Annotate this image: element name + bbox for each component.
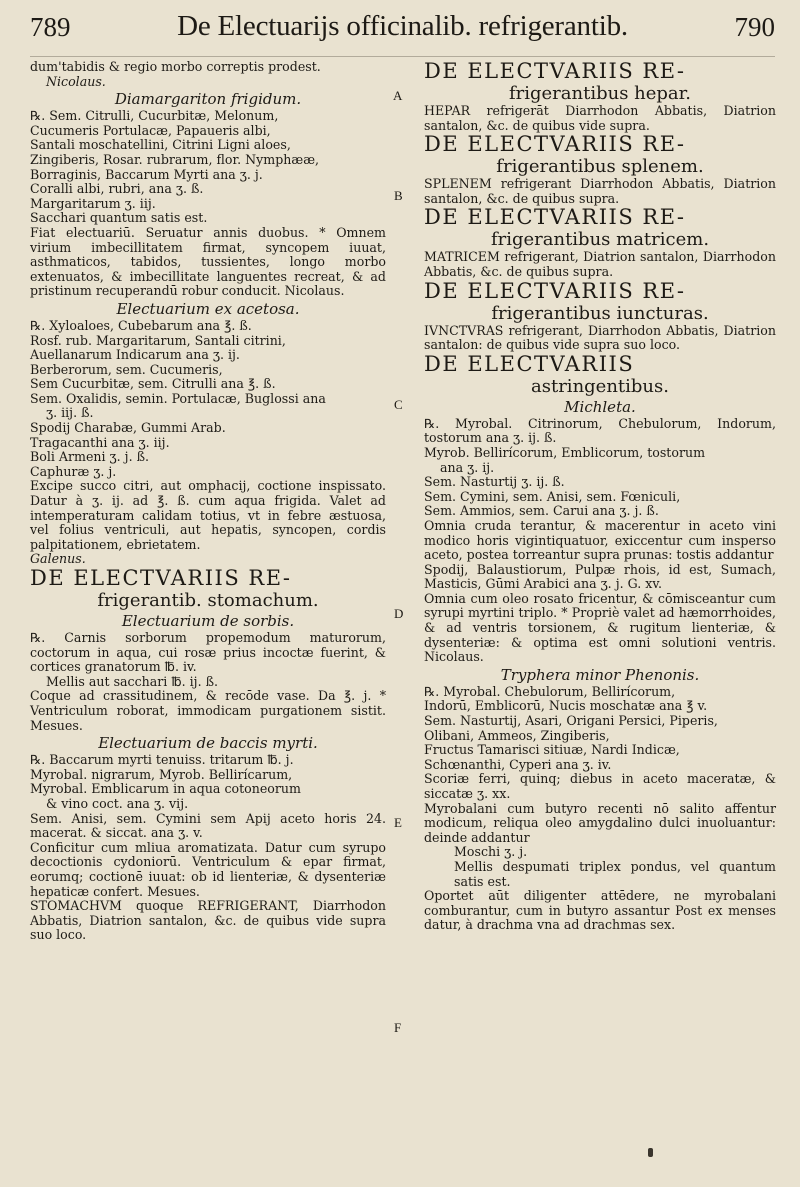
section-marker-b: B [394,188,403,203]
left-column-line: Sem. Anisi, sem. Cymini sem Apij aceto horis 24. macerat. & siccat. ana ʒ. v. [30,810,386,841]
right-column-line: IVNCTVRAS refrigerant, Diarrhodon Abbatis, Diatrion santalon: de quibus vide supra suo loco. [424,322,776,353]
left-column-line: Coque ad crassitudinem, & recōde vase. Da ℥. j. * Ventriculum roborat, immodicam purgationem sistit. Mesues. [30,688,386,733]
running-title: De Electuarijs officinalib. refrigerantib. [177,10,628,42]
page-number-right: 790 [734,12,775,42]
right-column-line: Scoriæ ferri, quinq; diebus in aceto maceratæ, & siccatæ ʒ. xx. [424,771,776,801]
left-column-line: Nicolaus. [46,73,106,89]
left-column-line: Rosf. rub. Margaritarum, Santali citrini, [30,332,286,348]
left-column-line: Diamargariton frigidum. [114,90,302,109]
left-column-line: ℞. Xyloaloes, Cubebarum ana ℥. ß. [30,317,252,333]
left-column-line: Electuarium de sorbis. [121,612,295,630]
left-column-line: Sem. Oxalidis, semin. Portulacæ, Buglossi ana [30,390,326,406]
left-column-line: Galenus. [30,551,86,567]
right-column-line: Sem. Cymini, sem. Anisi, sem. Fœniculi, [424,488,681,504]
right-column-line: ℞. Myrobal. Chebulorum, Bellirícorum, [424,683,676,699]
right-column-line: SPLENEM refrigerant Diarrhodon Abbatis, Diatrion santalon, &c. de quibus supra. [424,176,776,206]
right-column-line: frigerantibus splenem. [496,156,704,178]
left-column-line: Boli Armeni ʒ. j. ß. [30,449,149,465]
left-column [30,60,386,943]
left-column-line: Zingiberis, Rosar. rubrarum, flor. Nymphææ, [30,151,320,167]
right-column-line: Sem. Ammios, sem. Carui ana ʒ. j. ß. [424,503,659,519]
left-column-line: Margaritarum ʒ. iij. [30,195,156,211]
right-column-line: frigerantibus hepar. [508,83,692,104]
left-column-line: Borraginis, Baccarum Myrti ana ʒ. j. [30,166,263,182]
page-number-left: 789 [30,12,71,42]
left-column-line: Excipe succo citri, aut omphacij, coctione inspissato. Datur à ʒ. ij. ad ℥. ß. cum aqua frigida. Valet ad intemperaturam calidam totius, vt in febre æstuosa, vel folius ventriculi, aut hepatis, syncopen, cordis palpitationem, ebrietatem. [30,478,386,552]
right-column-line: Sem. Nasturtij ʒ. ij. ß. [424,474,565,490]
left-column-line: ʒ. iij. ß. [46,405,94,421]
right-column-line: DE ELECTVARIIS [424,351,635,376]
right-column-line: astringentibus. [531,375,669,397]
right-column-line: Michleta. [564,397,636,416]
left-column-line: Myrobal. Emblicarum in aqua cotoneorum [30,781,301,797]
right-column-line: MATRICEM refrigerant, Diatrion santalon, Diarrhodon Abbatis, &c. de quibus supra. [424,249,776,279]
right-column-line: Myrobalani cum butyro recenti nō salito affentur modicum, reliqua oleo amygdalino dulci inuoluantur: deinde addantur [424,800,776,845]
right-column-line: ana ʒ. ij. [440,459,495,475]
section-marker-d: D [394,606,404,621]
left-column-line: ℞. Carnis sorborum propemodum maturorum, coctorum in aqua, cui rosæ prius incoctæ fuerint, & cortices granatorum ℔. iv. [30,630,386,675]
left-column-line: Electuarium de baccis myrti. [98,734,318,753]
left-column-line: Auellanarum Indicarum ana ʒ. ij. [30,347,240,363]
right-column-line: Fructus Tamarisci sitiuæ, Nardi Indicæ, [424,742,680,758]
left-column-line: frigerantib. stomachum. [97,590,319,611]
page-header [30,10,775,52]
right-column-line: frigerantibus matricem. [490,229,710,251]
left-column-line: Cucumeris Portulacæ, Papaueris albi, [30,122,271,138]
right-column-line: Omnia cum oleo rosato fricentur, & cōmisceantur cum syrupi myrtini triplo. * Propriè valet ad hæmorrhoides, & ad ventris torsionem, & rugitum lienteriæ, & dysenteriæ: & optima est omni solutioni ventris. Nicolaus. [424,590,776,665]
left-column-line: Sacchari quantum satis est. [30,210,208,226]
section-marker-a: A [393,88,403,103]
ink-blot [648,1148,653,1157]
right-column-line: Mellis despumati triplex pondus, vel quantum satis est. [454,858,776,889]
left-column-line: Caphuræ ʒ. j. [30,463,117,479]
section-marker-c: C [394,397,403,412]
left-column-line: dum'tabidis & regio morbo correptis prodest. [30,59,321,74]
right-column-line: HEPAR refrigerāt Diarrhodon Abbatis, Diatrion santalon, &c. de quibus vide supra. [424,103,776,133]
left-column-line: & vino coct. ana ʒ. vij. [46,795,189,811]
left-column-line: Electuarium ex acetosa. [116,299,300,318]
right-column-line: Moschi ʒ. j. [454,844,528,860]
left-column-line: Sem Cucurbitæ, sem. Citrulli ana ℥. ß. [30,376,276,392]
right-column-line: Omnia cruda terantur, & macerentur in aceto vini modico horis vigintiquatuor, exiccentur cum insperso aceto, postea torreantur supra prunas: tostis addantur [424,517,776,563]
section-marker-e: E [394,815,402,830]
right-column-line: Myrob. Bellirícorum, Emblicorum, tostorum [424,444,706,460]
header-rule [30,56,775,57]
left-column-line: ℞. Baccarum myrti tenuiss. tritarum ℔. j. [30,752,294,768]
right-column-line: Spodij, Balaustiorum, Pulpæ rhois, id est, Sumach, Masticis, Gūmi Arabici ana ʒ. j. G. xv. [424,561,776,592]
right-column-line: Indorū, Emblicorū, Nucis moschatæ ana ℥ v. [424,698,708,714]
left-column-line: STOMACHVM quoque REFRIGERANT, Diarrhodon Abbatis, Diatrion santalon, &c. de quibus vide supra suo loco. [30,898,386,943]
right-column-line: DE ELECTVARIIS RE- [424,59,686,83]
right-column-line: DE ELECTVARIIS RE- [424,205,686,230]
right-column-line: frigerantibus iuncturas. [491,302,709,324]
right-column-line: Olibani, Ammeos, Zingiberis, [424,727,610,743]
right-column [424,60,776,933]
right-column-line: Sem. Nasturtij, Asari, Origani Persici, Piperis, [424,713,718,729]
right-column-line: Tryphera minor Phenonis. [500,665,700,684]
left-column-line: Mellis aut sacchari ℔. ij. ß. [46,673,218,689]
left-column-line: Santali moschatellini, Citrini Ligni aloes, [30,137,291,153]
left-column-line: Myrobal. nigrarum, Myrob. Bellirícarum, [30,766,293,782]
right-column-line: ℞. Myrobal. Citrinorum, Chebulorum, Indorum, tostorum ana ʒ. ij. ß. [424,415,776,446]
left-column-line: Spodij Charabæ, Gummi Arab. [30,420,226,436]
right-column-line: Oportet aūt diligenter attēdere, ne myrobalani comburantur, cum in butyro assantur Post ex menses datur, à drachma vna ad drachmas sex. [424,888,776,933]
right-column-line: Schœnanthi, Cyperi ana ʒ. iv. [424,756,612,772]
left-column-line: Fiat electuariū. Seruatur annis duobus. * Omnem virium imbecillitatem firmat, syncopem iuuat, asthmaticos, tabidos, tussientes, longo morbo extenuatos, & imbecillitate languentes recreat, & ad pristinum recuperandū robur conducit. Nicolaus. [30,224,386,299]
right-column-line: DE ELECTVARIIS RE- [424,278,686,303]
left-column-line: Tragacanthi ana ʒ. iij. [30,434,170,450]
left-column-line: Conficitur cum mliua aromatizata. Datur cum syrupo decoctionis cydoniorū. Ventriculum & epar firmat, eorumq; coctionē iuuat: ob id lienteriæ, & dysenteriæ hepaticæ confert. Mesues. [30,839,386,899]
left-column-line: DE ELECTVARIIS RE- [30,566,292,590]
section-marker-f: F [394,1020,402,1035]
left-column-line: ℞. Sem. Citrulli, Cucurbitæ, Melonum, [30,108,279,124]
left-column-line: Coralli albi, rubri, ana ʒ. ß. [30,181,204,197]
left-column-line: Berberorum, sem. Cucumeris, [30,361,223,377]
right-column-line: DE ELECTVARIIS RE- [424,132,686,157]
